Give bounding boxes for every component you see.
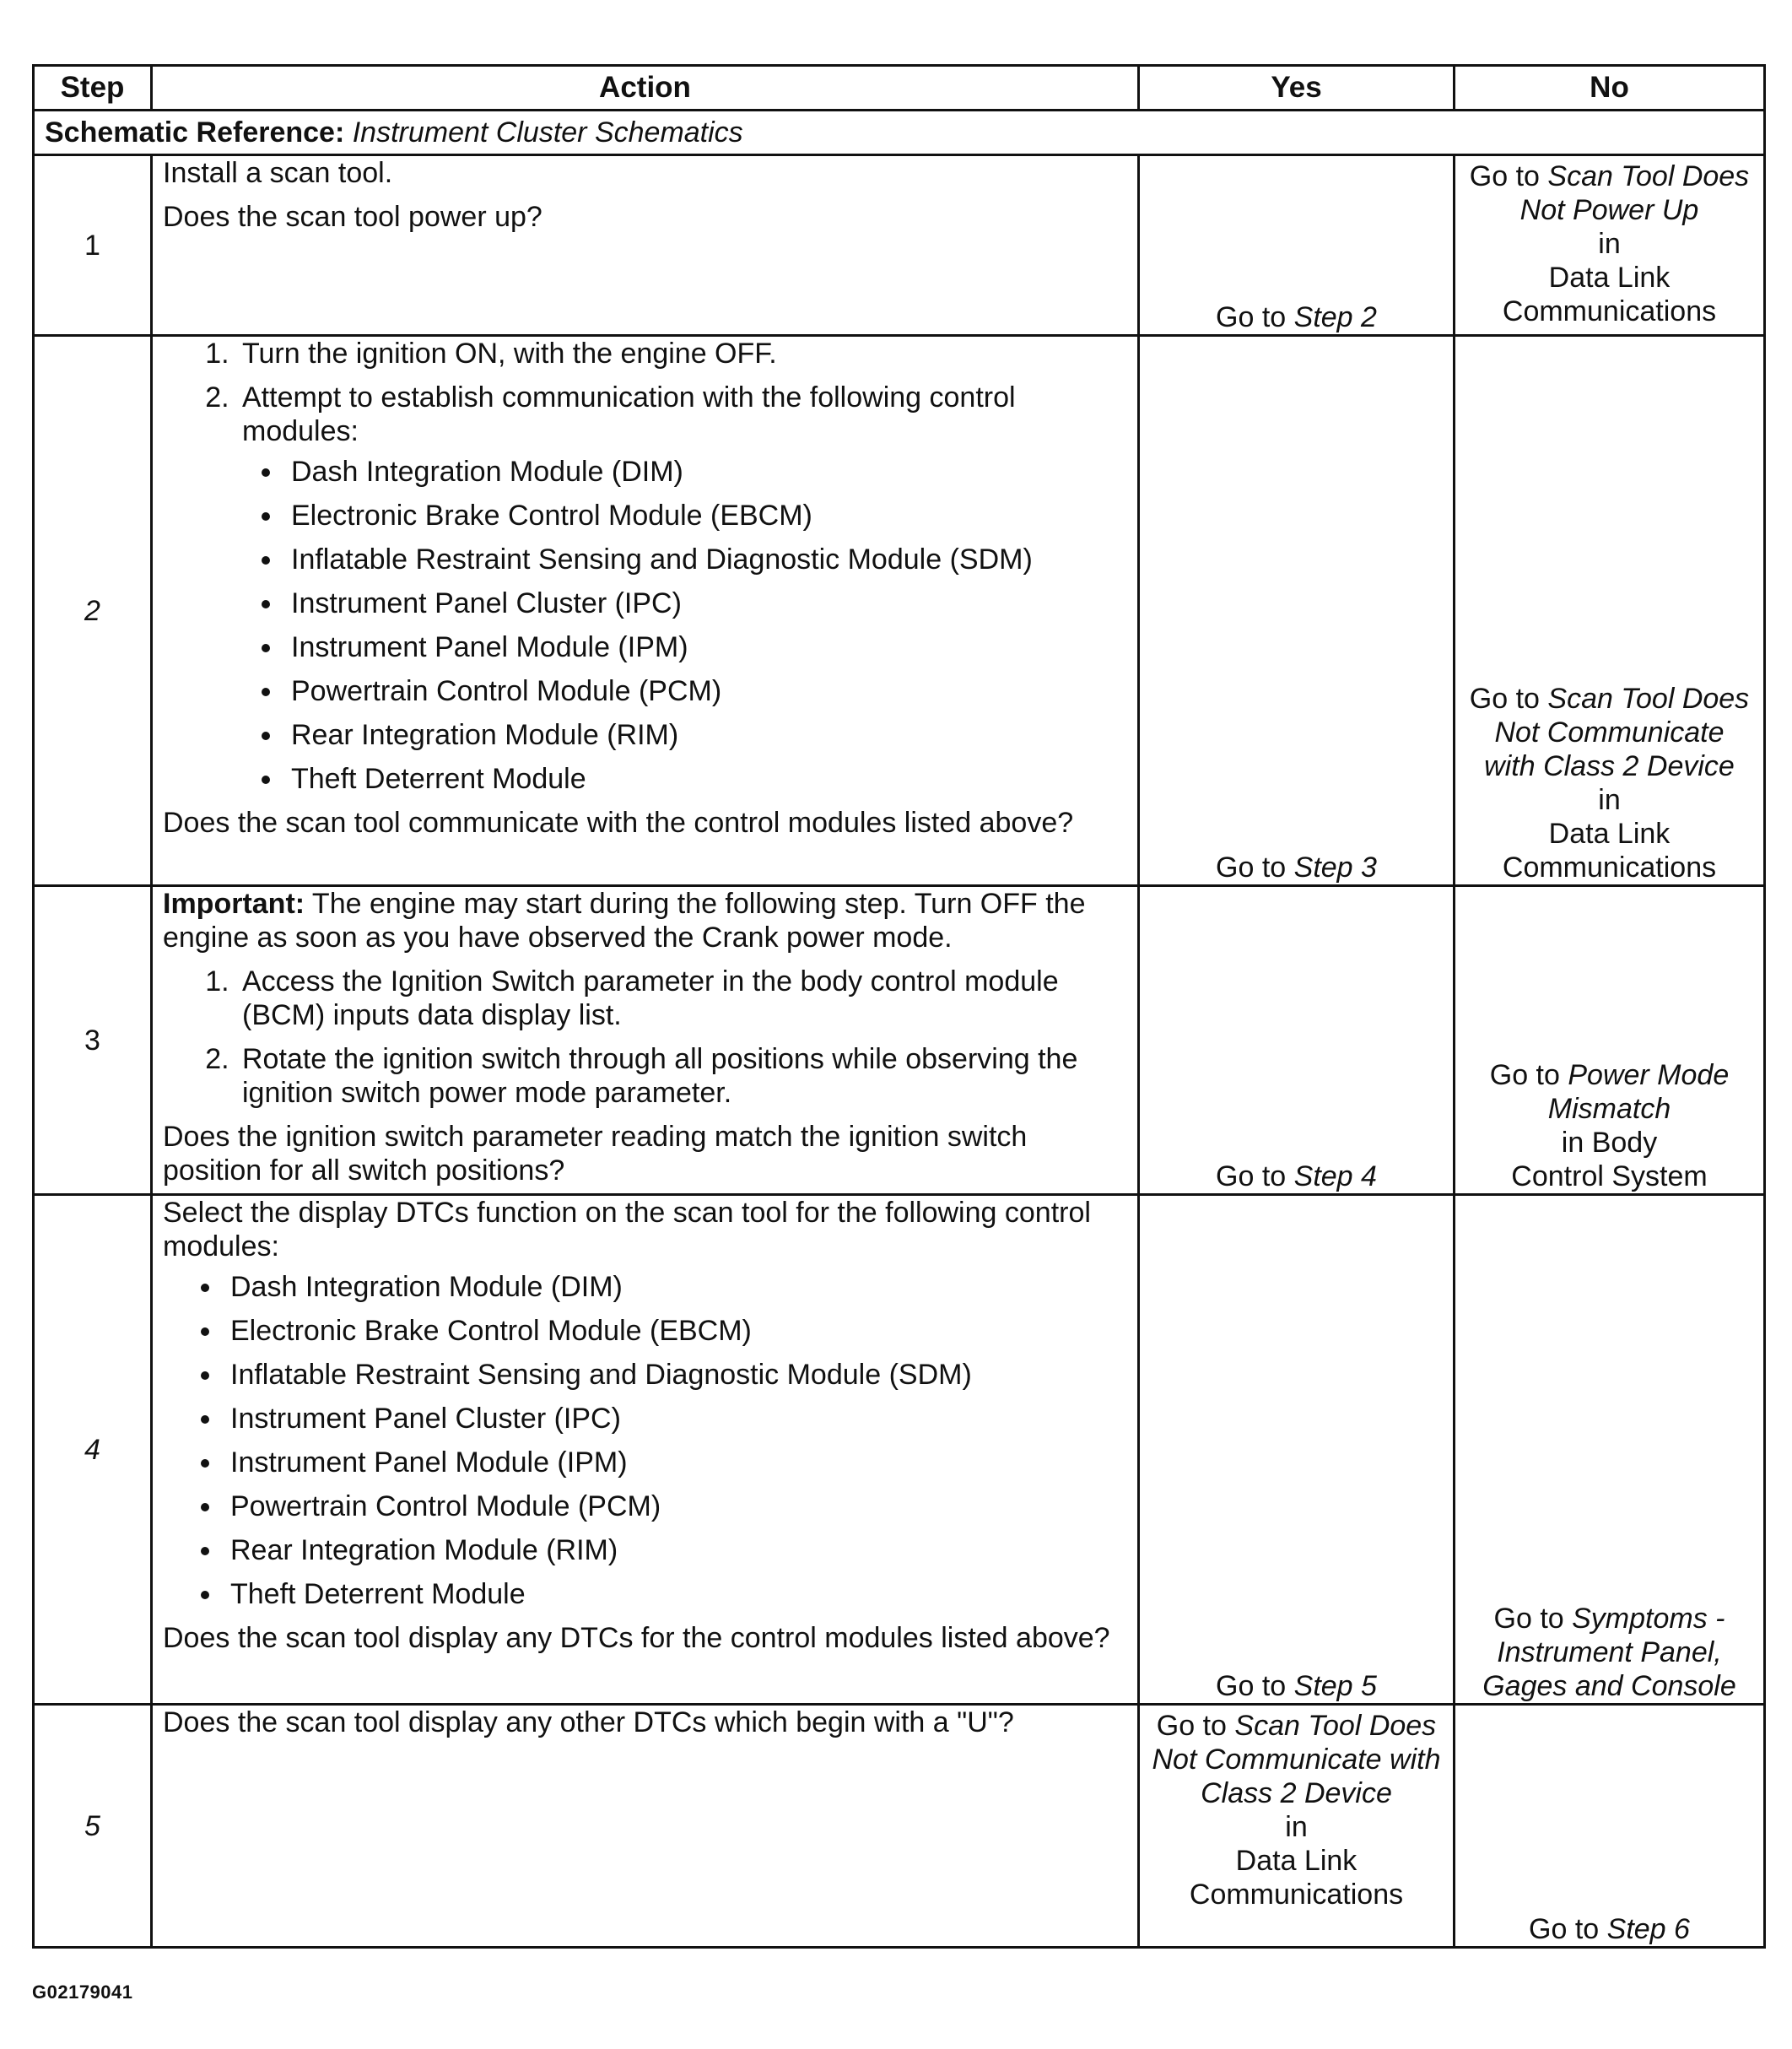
list-item: • Instrument Panel Module (IPM) xyxy=(284,630,1127,664)
no-prefix: Go to xyxy=(1469,683,1548,715)
step-number: 3 xyxy=(34,886,152,1195)
no-cell xyxy=(1455,886,1765,1195)
yes-link[interactable]: Step 3 xyxy=(1293,851,1377,884)
table-row xyxy=(34,886,1765,1195)
yes-cell xyxy=(1139,1705,1455,1948)
step-number: 2 xyxy=(34,336,152,886)
diagnostic-table xyxy=(32,64,1766,1949)
list-item: • Inflatable Restraint Sensing and Diagnostic Module (SDM) xyxy=(284,543,1127,576)
no-cell xyxy=(1455,1705,1765,1948)
important-label: Important: xyxy=(163,888,305,920)
substep xyxy=(237,381,1127,796)
no-prefix: Go to xyxy=(1493,1603,1573,1635)
substep-text: Attempt to establish communication with the following control modules: xyxy=(242,381,1016,447)
no-prefix: Go to xyxy=(1469,160,1548,192)
important-text: The engine may start during the following step. Turn OFF the engine as soon as you have observed the Crank power mode. xyxy=(163,888,1086,954)
yes-link[interactable]: Step 4 xyxy=(1293,1160,1377,1192)
yes-prefix: Go to xyxy=(1216,1160,1294,1192)
table-row xyxy=(34,155,1765,336)
list-item: • Electronic Brake Control Module (EBCM) xyxy=(284,499,1127,533)
action-cell xyxy=(152,155,1139,336)
no-cell xyxy=(1455,336,1765,886)
list-item: • Instrument Panel Cluster (IPC) xyxy=(284,587,1127,620)
no-suffix: in xyxy=(1598,784,1621,816)
important-note xyxy=(163,887,1127,954)
header-action: Action xyxy=(152,66,1139,111)
yes-cell xyxy=(1139,155,1455,336)
list-item: • Instrument Panel Cluster (IPC) xyxy=(224,1402,1127,1435)
no-prefix: Go to xyxy=(1529,1913,1607,1945)
module-list xyxy=(163,1270,1127,1611)
action-question: Does the ignition switch parameter reading match the ignition switch position for all switch positions? xyxy=(163,1121,1028,1187)
no-suffix: in xyxy=(1598,228,1621,260)
substep: 2. Rotate the ignition switch through all positions while observing the ignition switch power mode parameter. xyxy=(237,1042,1127,1110)
yes-cell xyxy=(1139,1195,1455,1705)
substep: 1. Turn the ignition ON, with the engine OFF. xyxy=(237,337,1127,370)
list-item: • Theft Deterrent Module xyxy=(224,1577,1127,1611)
action-cell xyxy=(152,336,1139,886)
yes-prefix: Go to xyxy=(1156,1710,1235,1742)
no-suffix: in Body xyxy=(1561,1127,1658,1159)
substep-list xyxy=(163,337,1127,796)
no-link[interactable]: Power Mode Mismatch xyxy=(1547,1059,1730,1125)
schematic-reference-row xyxy=(34,111,1765,155)
yes-prefix: Go to xyxy=(1216,301,1294,333)
yes-prefix: Go to xyxy=(1216,851,1294,884)
schematic-reference-label: Schematic Reference: xyxy=(45,116,345,149)
list-item: • Rear Integration Module (RIM) xyxy=(224,1533,1127,1567)
table-row xyxy=(34,1195,1765,1705)
schematic-reference-value: Instrument Cluster Schematics xyxy=(352,116,743,149)
step-number: 4 xyxy=(34,1195,152,1705)
header-no: No xyxy=(1455,66,1765,111)
action-question: Does the scan tool communicate with the control modules listed above? xyxy=(163,807,1074,839)
yes-cell xyxy=(1139,336,1455,886)
figure-id: G02179041 xyxy=(32,1981,133,2003)
no-section: Control System xyxy=(1511,1160,1708,1192)
list-item: • Powertrain Control Module (PCM) xyxy=(224,1489,1127,1523)
header-row xyxy=(34,66,1765,111)
no-section: Data Link Communications xyxy=(1502,262,1717,327)
yes-cell xyxy=(1139,886,1455,1195)
action-question: Does the scan tool power up? xyxy=(163,201,542,233)
step-number: 1 xyxy=(34,155,152,336)
list-item: • Powertrain Control Module (PCM) xyxy=(284,674,1127,708)
action-text: Select the display DTCs function on the scan tool for the following control modules: xyxy=(163,1197,1091,1262)
no-section: Data Link Communications xyxy=(1502,818,1717,884)
action-question: Does the scan tool display any DTCs for the control modules listed above? xyxy=(163,1622,1110,1654)
list-item: • Rear Integration Module (RIM) xyxy=(284,718,1127,752)
yes-suffix: in xyxy=(1285,1811,1308,1843)
no-prefix: Go to xyxy=(1489,1059,1568,1091)
table-row xyxy=(34,336,1765,886)
no-cell xyxy=(1455,1195,1765,1705)
yes-prefix: Go to xyxy=(1216,1670,1294,1702)
yes-section: Data Link Communications xyxy=(1189,1845,1404,1911)
action-cell xyxy=(152,1705,1139,1948)
action-text: Install a scan tool. xyxy=(163,157,393,189)
list-item: • Theft Deterrent Module xyxy=(284,762,1127,796)
schematic-reference xyxy=(34,111,1765,155)
header-yes: Yes xyxy=(1139,66,1455,111)
list-item: • Inflatable Restraint Sensing and Diagnostic Module (SDM) xyxy=(224,1358,1127,1392)
yes-link[interactable]: Step 2 xyxy=(1293,301,1377,333)
yes-link[interactable]: Scan Tool Does Not Communicate with Class 2 Device xyxy=(1152,1710,1441,1809)
action-cell xyxy=(152,1195,1139,1705)
list-item: • Dash Integration Module (DIM) xyxy=(224,1270,1127,1304)
substep-list xyxy=(163,965,1127,1110)
no-link[interactable]: Symptoms - Instrument Panel, Gages and Console xyxy=(1482,1603,1736,1702)
module-list xyxy=(242,455,1127,796)
yes-link[interactable]: Step 5 xyxy=(1293,1670,1377,1702)
list-item: • Dash Integration Module (DIM) xyxy=(284,455,1127,489)
no-cell xyxy=(1455,155,1765,336)
no-link[interactable]: Step 6 xyxy=(1606,1913,1690,1945)
header-step: Step xyxy=(34,66,152,111)
list-item: • Instrument Panel Module (IPM) xyxy=(224,1446,1127,1479)
action-cell xyxy=(152,886,1139,1195)
list-item: • Electronic Brake Control Module (EBCM) xyxy=(224,1314,1127,1348)
no-link[interactable]: Scan Tool Does Not Communicate with Class 2 Device xyxy=(1484,683,1750,782)
substep: 1. Access the Ignition Switch parameter in the body control module (BCM) inputs data display list. xyxy=(237,965,1127,1032)
no-link[interactable]: Scan Tool Does Not Power Up xyxy=(1519,160,1750,226)
action-question: Does the scan tool display any other DTCs which begin with a "U"? xyxy=(163,1706,1014,1738)
step-number: 5 xyxy=(34,1705,152,1948)
table-row xyxy=(34,1705,1765,1948)
